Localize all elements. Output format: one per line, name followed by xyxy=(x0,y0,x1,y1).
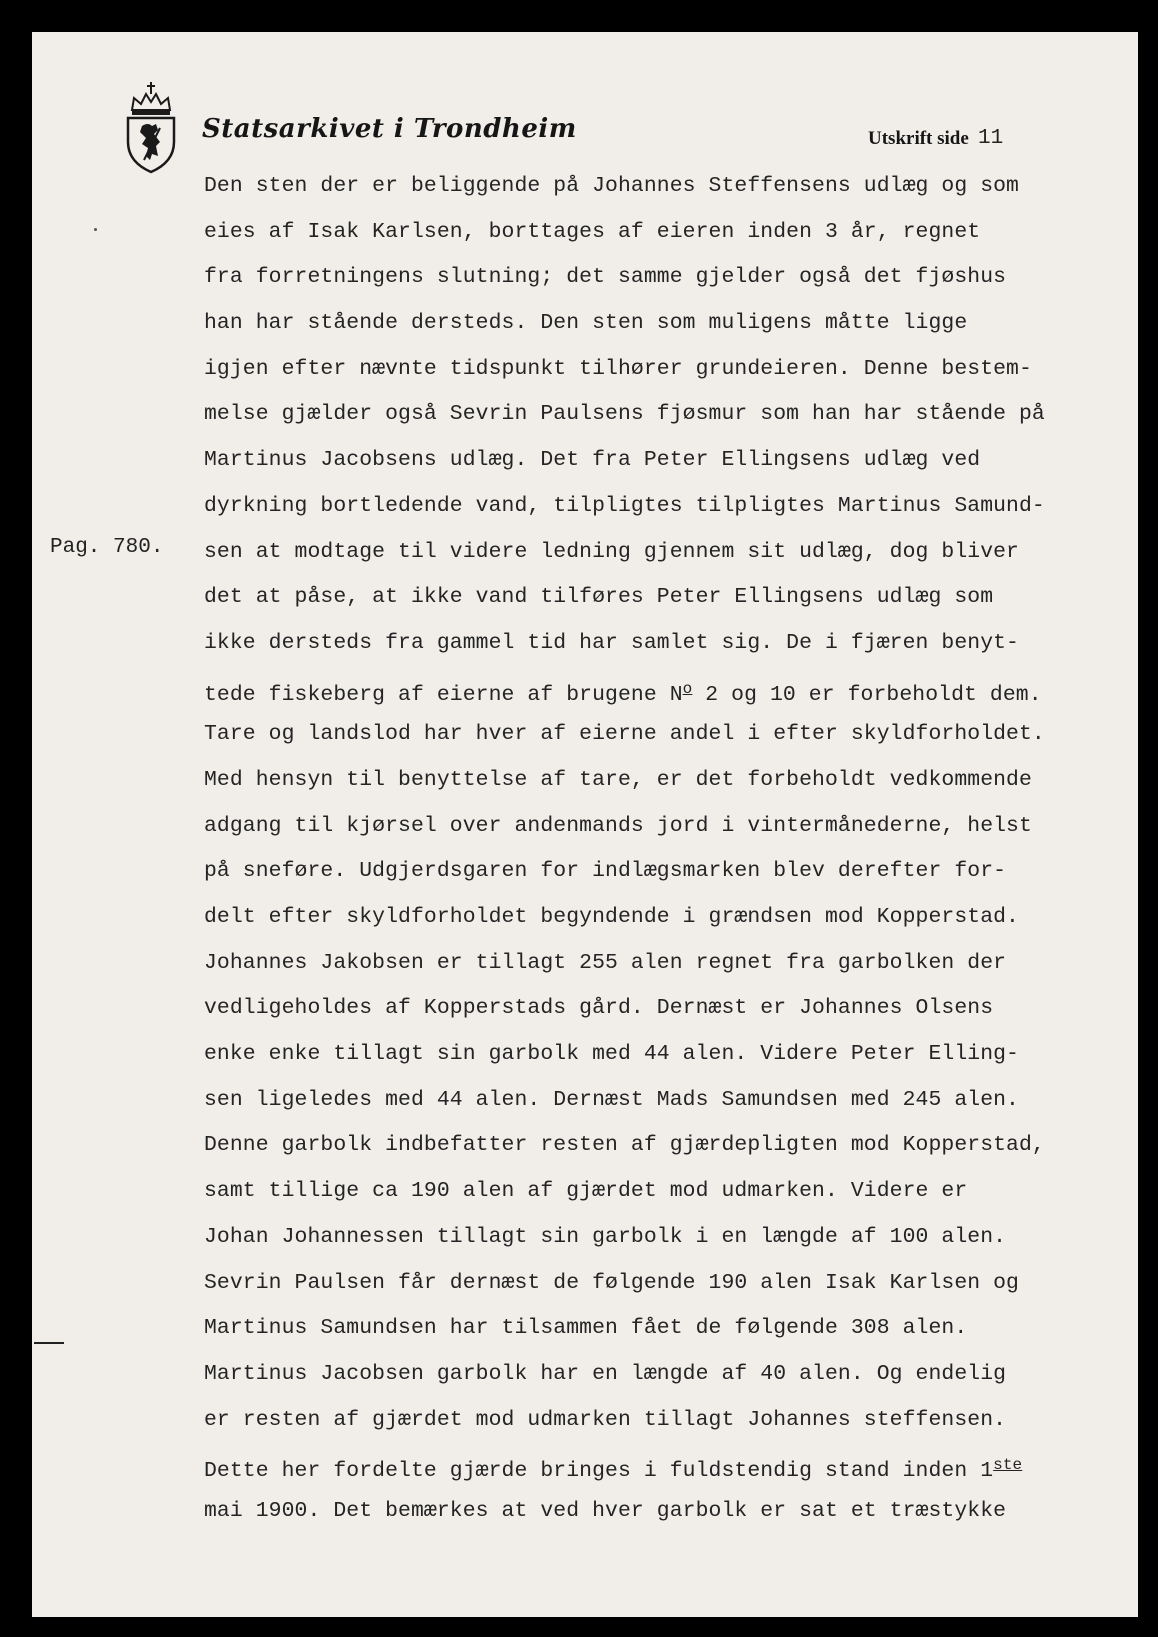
text-line-content: Med hensyn til benyttelse af tare, er det forbeholdt vedkommende xyxy=(204,767,1032,792)
text-line-content: ikke dersteds fra gammel tid har samlet sig. De i fjæren benyt- xyxy=(204,630,1019,655)
text-line xyxy=(204,1032,1124,1078)
text-line-content: sen ligeledes med 44 alen. Dernæst Mads Samundsen med 245 alen. xyxy=(204,1087,1019,1112)
text-line xyxy=(204,849,1124,895)
text-line xyxy=(204,1215,1124,1261)
text-line xyxy=(204,1443,1124,1489)
text-line-content: tede fiskeberg af eierne af brugene N xyxy=(204,682,683,707)
text-line-content: Den sten der er beliggende på Johannes Steffensens udlæg og som xyxy=(204,174,1019,198)
text-line-content: igjen efter nævnte tidspunkt tilhører grundeieren. Denne bestem- xyxy=(204,356,1032,381)
text-line xyxy=(204,530,1124,576)
text-line xyxy=(204,1352,1124,1398)
text-line xyxy=(204,1306,1124,1352)
transcription-text xyxy=(204,164,1124,1535)
text-line-content: dyrkning bortledende vand, tilpligtes tilpligtes Martinus Samund- xyxy=(204,493,1045,518)
text-line-content: Martinus Jacobsen garbolk har en længde af 40 alen. Og endelig xyxy=(204,1361,1007,1386)
text-line xyxy=(204,1169,1124,1215)
text-line xyxy=(204,392,1124,438)
text-line-content: Johan Johannessen tillagt sin garbolk i en længde af 100 alen. xyxy=(204,1224,1007,1249)
text-line xyxy=(204,1398,1124,1444)
text-line-content: melse gjælder også Sevrin Paulsens fjøsmur som han har stående på xyxy=(204,402,1045,427)
text-line-content: det at påse, at ikke vand tilføres Peter Ellingsens udlæg som xyxy=(204,585,994,610)
text-line xyxy=(204,301,1124,347)
text-line xyxy=(204,1123,1124,1169)
coat-of-arms-icon xyxy=(122,80,180,174)
page-number: 11 xyxy=(978,127,1004,150)
stray-mark xyxy=(94,228,97,231)
text-line xyxy=(204,667,1124,713)
text-line-content: fra forretningens slutning; det samme gjelder også det fjøshus xyxy=(204,265,1007,290)
text-line-content: Sevrin Paulsen får dernæst de følgende 190 alen Isak Karlsen og xyxy=(204,1270,1019,1295)
text-line-content: enke enke tillagt sin garbolk med 44 alen. Videre Peter Elling- xyxy=(204,1042,1019,1067)
text-line-content: vedligeholdes af Kopperstads gård. Dernæst er Johannes Olsens xyxy=(204,996,994,1021)
document-page xyxy=(32,32,1138,1617)
text-line xyxy=(204,758,1124,804)
text-line xyxy=(204,941,1124,987)
text-line xyxy=(204,1078,1124,1124)
text-line-content: han har stående dersteds. Den sten som muligens måtte ligge xyxy=(204,311,968,336)
text-line-content: Martinus Samundsen har tilsammen fået de følgende 308 alen. xyxy=(204,1316,968,1341)
text-line-content: på sneføre. Udgjerdsgaren for indlægsmarken blev derefter for- xyxy=(204,859,1007,884)
superscript: o xyxy=(682,679,693,698)
text-line-content: sen at modtage til videre ledning gjennem sit udlæg, dog bliver xyxy=(204,539,1019,564)
text-line-content: er resten af gjærdet mod udmarken tillagt Johannes steffensen. xyxy=(204,1407,1007,1432)
text-line-content: mai 1900. Det bemærkes at ved hver garbolk er sat et træstykke xyxy=(204,1498,1007,1523)
text-line-content: Johannes Jakobsen er tillagt 255 alen regnet fra garbolken der xyxy=(204,950,1007,975)
text-line xyxy=(204,712,1124,758)
text-line xyxy=(204,347,1124,393)
superscript: ste xyxy=(993,1456,1023,1475)
text-line xyxy=(204,895,1124,941)
text-line-content: Martinus Jacobsens udlæg. Det fra Peter Ellingsens udlæg ved xyxy=(204,448,981,473)
text-line xyxy=(204,164,1124,210)
text-line-content: samt tillige ca 190 alen af gjærdet mod udmarken. Videre er xyxy=(204,1179,968,1204)
text-line-content: adgang til kjørsel over andenmands jord i vintermånederne, helst xyxy=(204,813,1032,838)
text-line xyxy=(204,438,1124,484)
text-line-content: Denne garbolk indbefatter resten af gjærdepligten mod Kopperstad, xyxy=(204,1133,1045,1158)
text-line-content: Tare og landslod har hver af eierne andel i efter skyldforholdet. xyxy=(204,722,1045,747)
text-line xyxy=(204,255,1124,301)
margin-page-reference: Pag. 780. xyxy=(50,536,164,559)
page-label: Utskrift side xyxy=(868,128,969,149)
archive-title: Statsarkivet i Trondheim xyxy=(202,114,577,144)
text-line xyxy=(204,484,1124,530)
text-line-content: Dette her fordelte gjærde bringes i fuldstendig stand inden 1 xyxy=(204,1459,994,1484)
margin-rule xyxy=(34,1342,64,1344)
text-line xyxy=(204,986,1124,1032)
text-line xyxy=(204,804,1124,850)
text-line xyxy=(204,621,1124,667)
text-line-continuation: 2 og 10 er forbeholdt dem. xyxy=(692,682,1042,707)
text-line xyxy=(204,1261,1124,1307)
text-line-content: eies af Isak Karlsen, borttages af eieren inden 3 år, regnet xyxy=(204,219,981,244)
text-line xyxy=(204,1489,1124,1535)
text-line xyxy=(204,210,1124,256)
text-line-content: delt efter skyldforholdet begyndende i grændsen mod Kopperstad. xyxy=(204,905,1019,929)
text-line xyxy=(204,575,1124,621)
